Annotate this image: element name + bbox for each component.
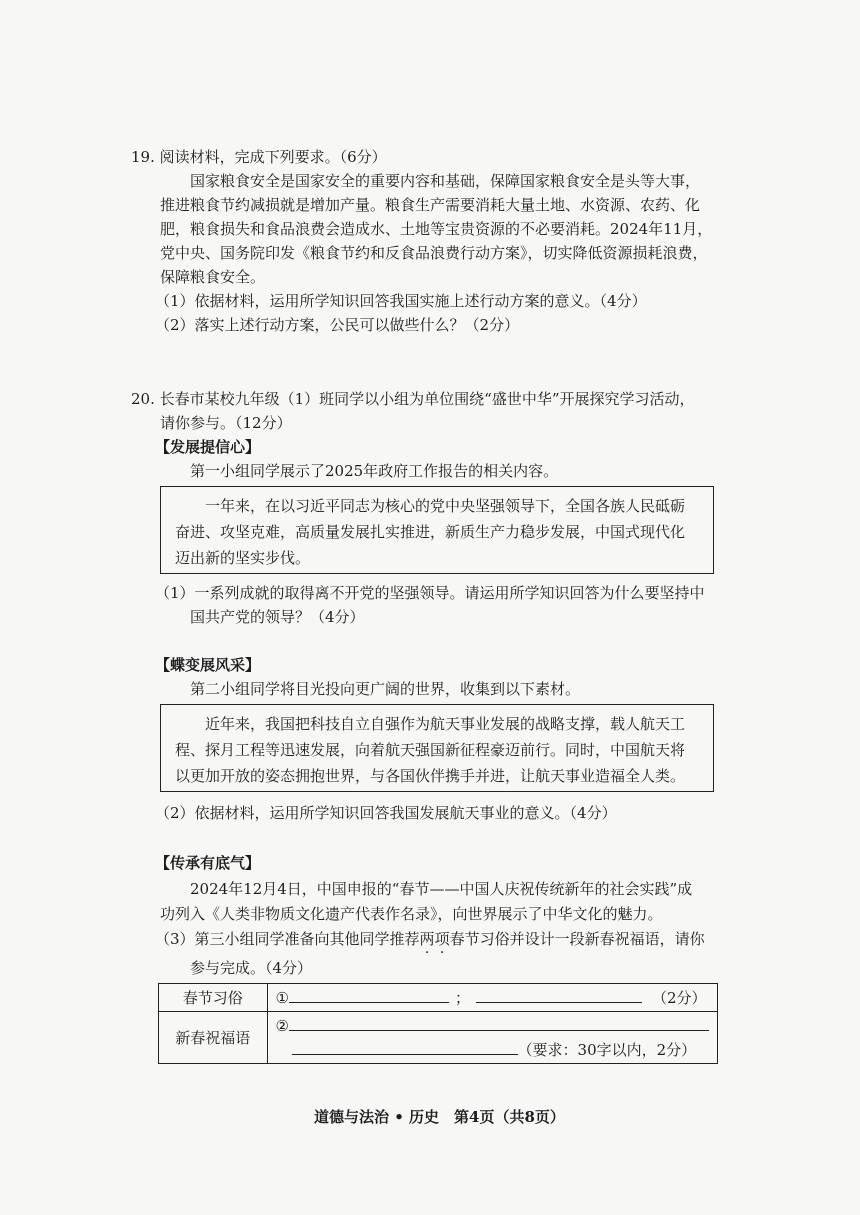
q19-material-line-4: 党中央、国务院印发《粮食节约和反食品浪费行动方案》，切实降低资源损耗浪费， bbox=[160, 244, 708, 262]
q20-title-line-2: 请你参与。（12分） bbox=[160, 414, 292, 432]
section3-heading: 【传承有底气】 bbox=[155, 854, 261, 872]
greeting-label: 新春祝福语 bbox=[159, 1012, 268, 1064]
q19-title: 19. 阅读材料，完成下列要求。（6分） bbox=[131, 148, 387, 166]
section2-material-box bbox=[160, 704, 714, 792]
answer-blank-2[interactable] bbox=[476, 988, 642, 1003]
section3-question-part-1: （3）第三小组同学准备向其他同学推荐 bbox=[155, 930, 420, 948]
answer-blank-1[interactable] bbox=[289, 988, 449, 1003]
section1-question-line-2: 国共产党的领导？（4分） bbox=[190, 608, 365, 626]
section2-box-line-3: 以更加开放的姿态拥抱世界，与各国伙伴携手并进，让航天事业造福全人类。 bbox=[175, 767, 686, 785]
section3-question-part-2: 春节习俗并设计一段新春祝福语，请你 bbox=[449, 930, 705, 948]
q19-sub1: （1）依据材料，运用所学知识回答我国实施上述行动方案的意义。（4分） bbox=[155, 292, 647, 310]
section2-question: （2）依据材料，运用所学知识回答我国发展航天事业的意义。（4分） bbox=[155, 804, 617, 822]
section1-box-line-2: 奋进、攻坚克难，高质量发展扎实推进，新质生产力稳步发展，中国式现代化 bbox=[175, 523, 686, 541]
q19-material-line-2: 推进粮食节约减损就是增加产量。粮食生产需要消耗大量土地、水资源、农药、化 bbox=[160, 196, 701, 214]
emphasis-char-2: 项 bbox=[434, 930, 450, 948]
section3-question-line-2: 参与完成。（4分） bbox=[190, 959, 313, 977]
answer-blank-4[interactable] bbox=[292, 1040, 518, 1055]
section1-question-line-1: （1）一系列成就的取得离不开党的坚强领导。请运用所学知识回答为什么要坚持中 bbox=[155, 584, 705, 602]
q19-material-line-3: 肥，粮食损失和食品浪费会造成水、土地等宝贵资源的不必要消耗。2024年11月， bbox=[160, 220, 713, 238]
blank-separator: ； bbox=[455, 989, 471, 1007]
section3-intro-line-2: 功列入《人类非物质文化遗产代表作名录》，向世界展示了中华文化的魅力。 bbox=[160, 905, 663, 923]
section2-box-line-2: 程、探月工程等迅速发展，向着航天强国新征程豪迈前行。同时，中国航天将 bbox=[175, 741, 686, 759]
section2-heading: 【蝶变展风采】 bbox=[155, 656, 261, 674]
customs-label: 春节习俗 bbox=[159, 984, 268, 1012]
emphasis-char-1: 两 bbox=[419, 930, 435, 948]
answer-row-customs bbox=[159, 984, 718, 1012]
q19-sub2: （2）落实上述行动方案，公民可以做些什么？（2分） bbox=[155, 316, 520, 334]
section3-question-line-1 bbox=[155, 928, 705, 950]
greeting-requirement: （要求：30字以内，2分） bbox=[517, 1040, 697, 1059]
section1-intro: 第一小组同学展示了2025年政府工作报告的相关内容。 bbox=[190, 462, 559, 480]
page-footer: 道德与法治 • 历史 第4页（共8页） bbox=[314, 1108, 565, 1126]
section1-box-line-3: 迈出新的坚实步伐。 bbox=[175, 549, 311, 567]
section3-intro-line-1: 2024年12月4日，中国申报的“春节——中国人庆祝传统新年的社会实践”成 bbox=[190, 880, 693, 898]
section2-intro: 第二小组同学将目光投向更广阔的世界，收集到以下素材。 bbox=[190, 680, 581, 698]
q20-title-line-1: 20. 长春市某校九年级（1）班同学以小组为单位围绕“盛世中华”开展探究学习活动， bbox=[131, 390, 695, 408]
answer-blank-3[interactable] bbox=[289, 1016, 709, 1031]
customs-answer-cell[interactable] bbox=[267, 984, 717, 1012]
q19-material-line-1: 国家粮食安全是国家安全的重要内容和基础，保障国家粮食安全是头等大事， bbox=[190, 172, 701, 190]
section1-heading: 【发展提信心】 bbox=[155, 438, 261, 456]
answer-row-greeting bbox=[159, 1012, 718, 1064]
section2-box-line-1: 近年来，我国把科技自立自强作为航天事业发展的战略支撑，载人航天工 bbox=[205, 715, 686, 733]
circle-number-1: ① bbox=[275, 989, 289, 1007]
circle-number-2: ② bbox=[275, 1016, 289, 1035]
q19-material-line-5: 保障粮食安全。 bbox=[160, 268, 266, 286]
section1-material-box bbox=[160, 486, 714, 574]
customs-score: （2分） bbox=[652, 989, 707, 1007]
greeting-answer-cell[interactable] bbox=[267, 1012, 717, 1064]
answer-table bbox=[158, 983, 718, 1064]
section1-box-line-1: 一年来，在以习近平同志为核心的党中央坚强领导下，全国各族人民砥砺 bbox=[205, 497, 686, 515]
